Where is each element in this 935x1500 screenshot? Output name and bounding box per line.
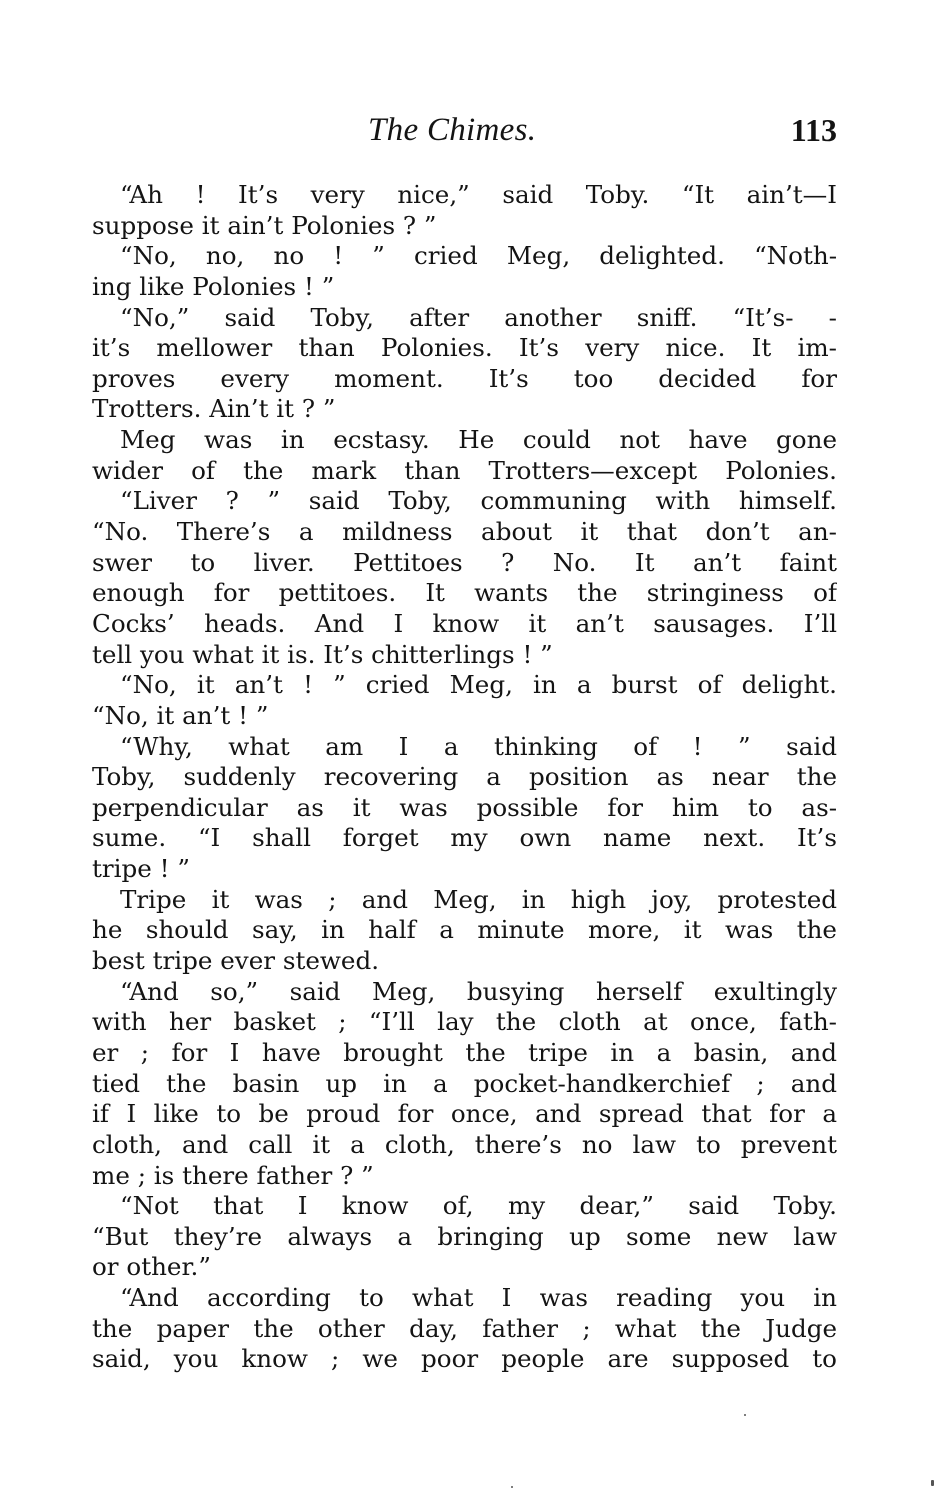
text-line: Cocks’ heads. And I know it an’t sausages. I’ll	[92, 608, 837, 638]
text-line: “No, it an’t ! ” cried Meg, in a burst of delight.	[120, 670, 837, 700]
print-speck	[931, 1480, 934, 1486]
text-line: “And according to what I was reading you in	[120, 1283, 837, 1313]
text-line: “No,” said Toby, after another sniff. “It’s- -	[120, 302, 837, 332]
text-line: swer to liver. Pettitoes ? No. It an’t faint	[92, 547, 837, 577]
text-line: if I like to be proud for once, and spread that for a	[92, 1099, 837, 1129]
text-line: “No, no, no ! ” cried Meg, delighted. “Noth-	[120, 241, 837, 271]
text-line: “But they’re always a bringing up some new law	[92, 1221, 837, 1251]
text-line: ing like Polonies ! ”	[92, 271, 335, 301]
text-line: sume. “I shall forget my own name next. It’s	[92, 823, 837, 853]
print-speck	[744, 1414, 746, 1416]
text-line: with her basket ; “I’ll lay the cloth at once, fath-	[92, 1007, 837, 1037]
text-line: it’s mellower than Polonies. It’s very nice. It im-	[92, 333, 837, 363]
running-head	[92, 108, 837, 152]
text-line: best tripe ever stewed.	[92, 946, 380, 976]
text-line: Meg was in ecstasy. He could not have gone	[120, 425, 837, 455]
text-line: “Not that I know of, my dear,” said Toby.	[120, 1191, 837, 1221]
text-line: Tripe it was ; and Meg, in high joy, protested	[120, 884, 837, 914]
text-line: er ; for I have brought the tripe in a basin, and	[92, 1037, 837, 1067]
text-line: “And so,” said Meg, busying herself exultingly	[120, 976, 837, 1006]
print-speck	[511, 1486, 513, 1488]
text-line: Trotters. Ain’t it ? ”	[92, 394, 336, 424]
text-line: “Why, what am I a thinking of ! ” said	[120, 731, 837, 761]
text-line: tied the basin up in a pocket-handkerchief ; and	[92, 1068, 837, 1098]
text-line: Toby, suddenly recovering a position as near the	[92, 762, 837, 792]
text-line: suppose it ain’t Polonies ? ”	[92, 210, 437, 240]
running-title: The Chimes.	[368, 112, 537, 148]
text-line: perpendicular as it was possible for him to as-	[92, 792, 837, 822]
text-line: “Ah ! It’s very nice,” said Toby. “It ain’t—I	[120, 180, 837, 209]
text-line: cloth, and call it a cloth, there’s no law to prevent	[92, 1129, 837, 1159]
text-line: wider of the mark than Trotters—except Polonies.	[92, 455, 837, 485]
text-line: he should say, in half a minute more, it was the	[92, 915, 837, 945]
text-line: tell you what it is. It’s chitterlings ! ”	[92, 639, 553, 669]
text-line: said, you know ; we poor people are supposed to	[92, 1344, 837, 1374]
text-line: “No, it an’t ! ”	[92, 700, 269, 730]
body-text	[92, 180, 837, 1375]
text-line: or other.”	[92, 1252, 211, 1282]
text-line: me ; is there father ? ”	[92, 1160, 374, 1190]
text-line: proves every moment. It’s too decided for	[92, 363, 837, 393]
text-line: enough for pettitoes. It wants the stringiness of	[92, 578, 837, 608]
text-line: “No. There’s a mildness about it that don’t an-	[92, 517, 837, 547]
text-line: the paper the other day, father ; what the Judge	[92, 1313, 837, 1343]
text-line: “Liver ? ” said Toby, communing with himself.	[120, 486, 837, 516]
page-number: 113	[790, 112, 837, 148]
text-line: tripe ! ”	[92, 854, 190, 884]
